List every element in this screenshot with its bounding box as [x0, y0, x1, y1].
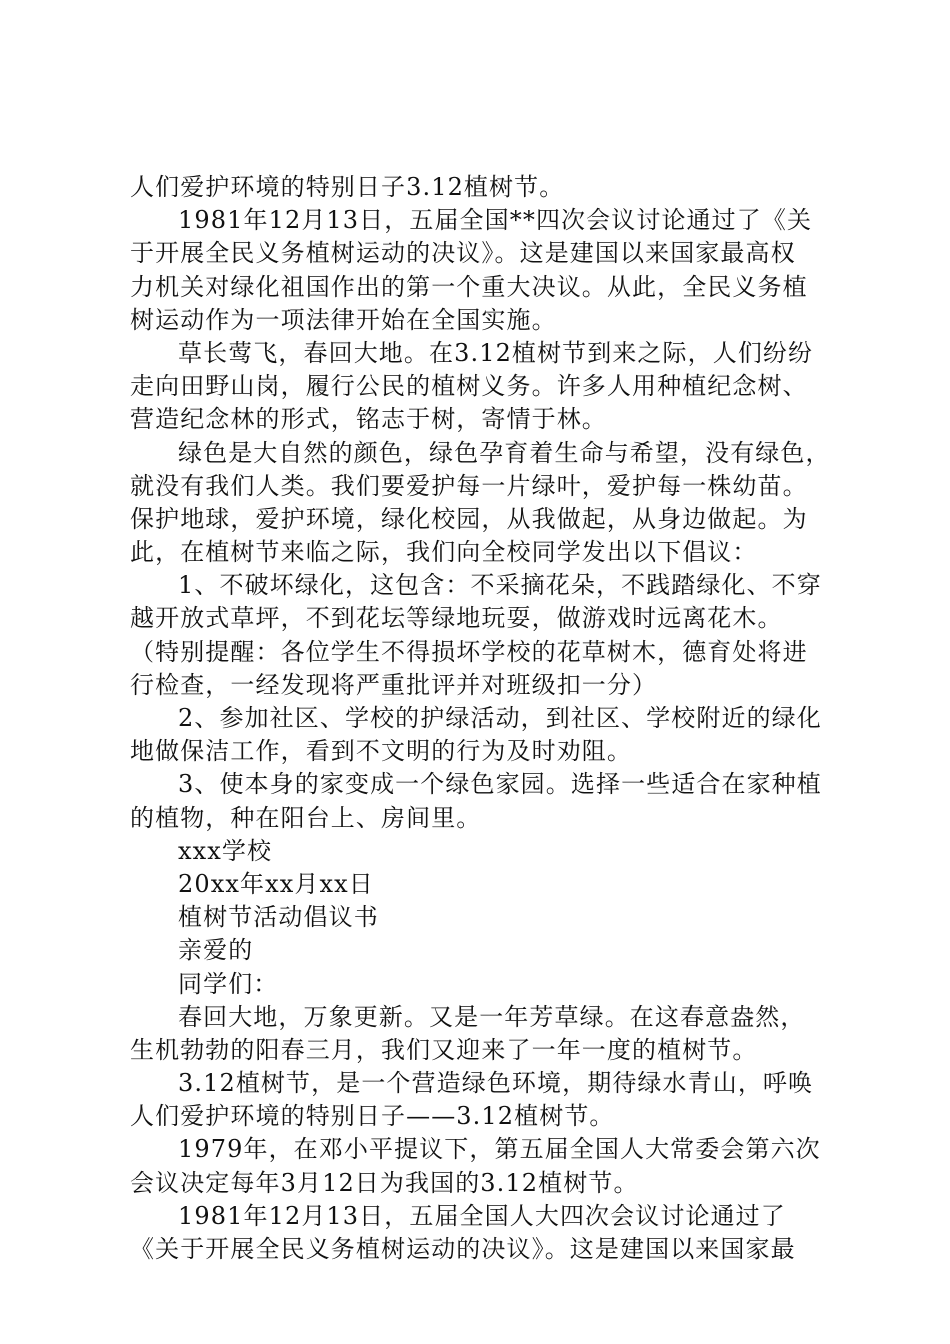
text-line: 的植物，种在阳台上、房间里。 — [130, 803, 482, 832]
text-line: 于开展全民义务植树运动的决议》。这是建国以来国家最高权 — [130, 239, 796, 268]
text-line: 人们爱护环境的特别日子3.12植树节。 — [130, 173, 565, 201]
document-body — [130, 171, 830, 1266]
text-line: 保护地球，爱护环境，绿化校园，从我做起，从身边做起。为 — [130, 504, 808, 533]
paragraph-first-line: 3.12植树节，是一个营造绿色环境，期待绿水青山，呼唤 — [178, 1069, 814, 1098]
text-line: 地做保洁工作，看到不文明的行为及时劝阻。 — [130, 737, 632, 766]
paragraph-first-line: 3、使本身的家变成一个绿色家园。选择一些适合在家种植 — [178, 770, 822, 799]
text-line: 越开放式草坪，不到花坛等绿地玩耍，做游戏时远离花木。 — [130, 604, 783, 633]
paragraph-first-line: 1、不破坏绿化，这包含：不采摘花朵，不践踏绿化、不穿 — [178, 571, 822, 600]
paragraph-first-line: 春回大地，万象更新。又是一年芳草绿。在这春意盎然， — [178, 1002, 806, 1031]
paragraph-first-line: 20xx年xx月xx日 — [178, 869, 374, 898]
paragraph-first-line: 1981年12月13日，五届全国**四次会议讨论通过了《关 — [178, 206, 813, 235]
text-line: 行检查，一经发现将严重批评并对班级扣一分） — [130, 670, 658, 699]
paragraph-first-line: 绿色是大自然的颜色，绿色孕育着生命与希望，没有绿色， — [178, 438, 831, 467]
paragraph-first-line: 草长莺飞，春回大地。在3.12植树节到来之际，人们纷纷 — [178, 338, 814, 367]
text-line: 营造纪念林的形式，铭志于树，寄情于林。 — [130, 405, 607, 434]
paragraph-first-line: xxx学校 — [178, 836, 273, 865]
paragraph-first-line: 同学们： — [178, 969, 279, 998]
paragraph-first-line: 植树节活动倡议书 — [178, 903, 379, 932]
text-line: （特别提醒：各位学生不得损坏学校的花草树木，德育处将进 — [130, 637, 808, 666]
text-line: 会议决定每年3月12日为我国的3.12植树节。 — [130, 1168, 639, 1197]
text-line: 力机关对绿化祖国作出的第一个重大决议。从此，全民义务植 — [130, 272, 808, 301]
text-line: 《关于开展全民义务植树运动的决议》。这是建国以来国家最 — [130, 1235, 796, 1263]
text-line: 此，在植树节来临之际，我们向全校同学发出以下倡议： — [130, 538, 758, 567]
text-line: 人们爱护环境的特别日子——3.12植树节。 — [130, 1102, 615, 1131]
text-line: 走向田野山岗，履行公民的植树义务。许多人用种植纪念树、 — [130, 372, 808, 401]
paragraph-first-line: 1981年12月13日，五届全国人大四次会议讨论通过了 — [178, 1201, 786, 1230]
text-line: 树运动作为一项法律开始在全国实施。 — [130, 305, 557, 334]
paragraph-first-line: 2、参加社区、学校的护绿活动，到社区、学校附近的绿化 — [178, 704, 822, 732]
text-line: 生机勃勃的阳春三月，我们又迎来了一年一度的植树节。 — [130, 1035, 758, 1064]
paragraph-first-line: 1979年，在邓小平提议下，第五届全国人大常委会第六次 — [178, 1135, 821, 1164]
paragraph-first-line: 亲爱的 — [178, 936, 254, 965]
text-line: 就没有我们人类。我们要爱护每一片绿叶，爱护每一株幼苗。 — [130, 471, 808, 500]
